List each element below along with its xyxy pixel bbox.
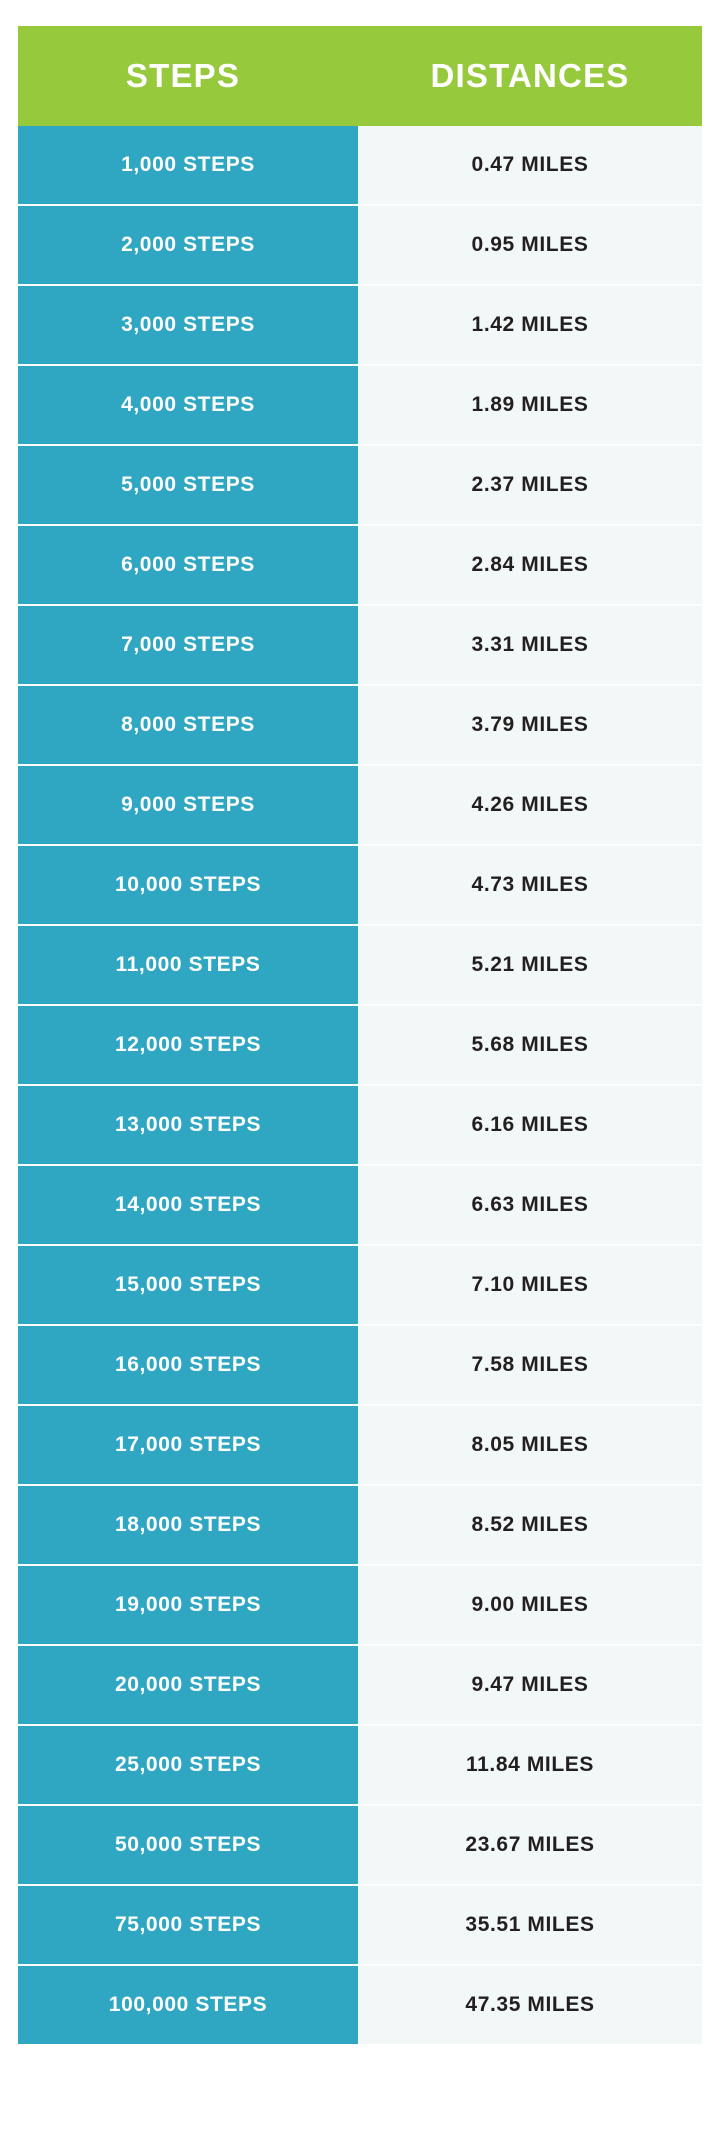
- table-row: [18, 1645, 702, 1725]
- table-row: [18, 1325, 702, 1405]
- table-row: [18, 445, 702, 525]
- distance-cell: 7.10 MILES: [358, 1245, 702, 1325]
- table-row: [18, 1565, 702, 1645]
- distance-cell: 7.58 MILES: [358, 1325, 702, 1405]
- table-row: [18, 1725, 702, 1805]
- steps-cell: 17,000 STEPS: [18, 1405, 358, 1485]
- table-row: [18, 1165, 702, 1245]
- steps-cell: 16,000 STEPS: [18, 1325, 358, 1405]
- distance-cell: 3.79 MILES: [358, 685, 702, 765]
- table-row: [18, 1085, 702, 1165]
- distance-cell: 2.84 MILES: [358, 525, 702, 605]
- distance-cell: 47.35 MILES: [358, 1965, 702, 2044]
- table-row: [18, 525, 702, 605]
- distance-cell: 5.21 MILES: [358, 925, 702, 1005]
- table-row: [18, 365, 702, 445]
- steps-cell: 4,000 STEPS: [18, 365, 358, 445]
- steps-cell: 3,000 STEPS: [18, 285, 358, 365]
- table-row: [18, 1405, 702, 1485]
- steps-cell: 11,000 STEPS: [18, 925, 358, 1005]
- steps-cell: 2,000 STEPS: [18, 205, 358, 285]
- distance-cell: 0.95 MILES: [358, 205, 702, 285]
- steps-cell: 1,000 STEPS: [18, 126, 358, 205]
- table-header: [18, 26, 702, 126]
- steps-cell: 5,000 STEPS: [18, 445, 358, 525]
- table-row: [18, 765, 702, 845]
- distance-cell: 0.47 MILES: [358, 126, 702, 205]
- table-row: [18, 925, 702, 1005]
- steps-cell: 6,000 STEPS: [18, 525, 358, 605]
- steps-cell: 8,000 STEPS: [18, 685, 358, 765]
- steps-cell: 18,000 STEPS: [18, 1485, 358, 1565]
- column-header-steps: STEPS: [18, 26, 358, 126]
- table-row: [18, 1805, 702, 1885]
- table-row: [18, 205, 702, 285]
- table-row: [18, 685, 702, 765]
- distance-cell: 1.89 MILES: [358, 365, 702, 445]
- steps-cell: 7,000 STEPS: [18, 605, 358, 685]
- table-row: [18, 845, 702, 925]
- steps-cell: 15,000 STEPS: [18, 1245, 358, 1325]
- table-row: [18, 605, 702, 685]
- distance-cell: 6.16 MILES: [358, 1085, 702, 1165]
- distance-cell: 3.31 MILES: [358, 605, 702, 685]
- distance-cell: 35.51 MILES: [358, 1885, 702, 1965]
- table-row: [18, 126, 702, 205]
- steps-distance-table: [18, 26, 702, 2044]
- steps-cell: 20,000 STEPS: [18, 1645, 358, 1725]
- distance-cell: 1.42 MILES: [358, 285, 702, 365]
- distance-cell: 4.26 MILES: [358, 765, 702, 845]
- distance-cell: 8.05 MILES: [358, 1405, 702, 1485]
- steps-cell: 13,000 STEPS: [18, 1085, 358, 1165]
- steps-cell: 12,000 STEPS: [18, 1005, 358, 1085]
- steps-cell: 10,000 STEPS: [18, 845, 358, 925]
- distance-cell: 5.68 MILES: [358, 1005, 702, 1085]
- distance-cell: 2.37 MILES: [358, 445, 702, 525]
- table-row: [18, 1485, 702, 1565]
- column-header-distances: DISTANCES: [358, 26, 702, 126]
- distance-cell: 11.84 MILES: [358, 1725, 702, 1805]
- steps-cell: 9,000 STEPS: [18, 765, 358, 845]
- table-row: [18, 1245, 702, 1325]
- steps-distance-table-wrapper: [18, 26, 702, 2044]
- table-header-row: [18, 26, 702, 126]
- table-row: [18, 285, 702, 365]
- steps-cell: 75,000 STEPS: [18, 1885, 358, 1965]
- steps-cell: 19,000 STEPS: [18, 1565, 358, 1645]
- table-body: [18, 126, 702, 2044]
- distance-cell: 6.63 MILES: [358, 1165, 702, 1245]
- distance-cell: 9.00 MILES: [358, 1565, 702, 1645]
- steps-cell: 25,000 STEPS: [18, 1725, 358, 1805]
- table-row: [18, 1965, 702, 2044]
- steps-cell: 50,000 STEPS: [18, 1805, 358, 1885]
- distance-cell: 9.47 MILES: [358, 1645, 702, 1725]
- table-row: [18, 1005, 702, 1085]
- steps-cell: 100,000 STEPS: [18, 1965, 358, 2044]
- table-row: [18, 1885, 702, 1965]
- distance-cell: 4.73 MILES: [358, 845, 702, 925]
- distance-cell: 23.67 MILES: [358, 1805, 702, 1885]
- distance-cell: 8.52 MILES: [358, 1485, 702, 1565]
- steps-cell: 14,000 STEPS: [18, 1165, 358, 1245]
